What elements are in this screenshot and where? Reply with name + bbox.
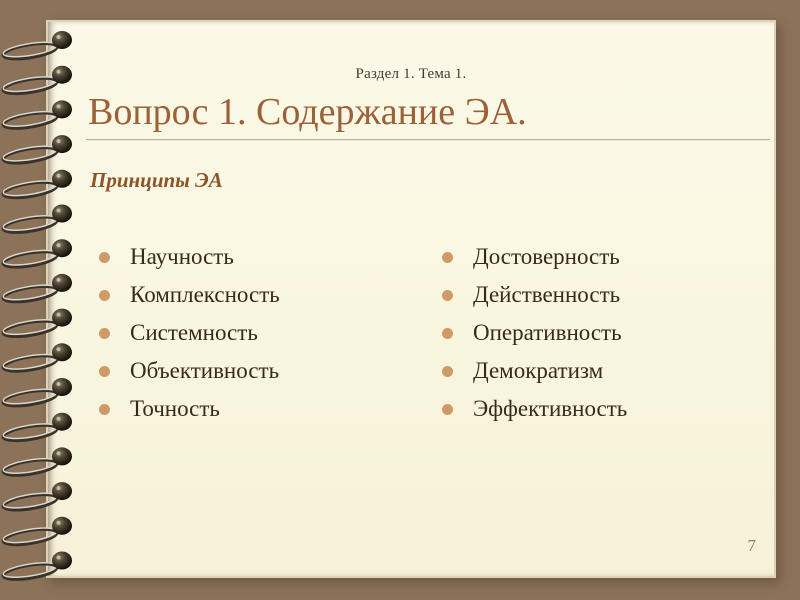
list-item-label: Действенность (473, 282, 621, 307)
list-item (442, 276, 772, 314)
list-item (99, 314, 399, 352)
list-item (99, 238, 399, 276)
list-item-label: Комплексность (130, 282, 280, 307)
list-item (442, 352, 772, 390)
list-item-label: Эффективность (473, 396, 628, 421)
list-item (442, 314, 772, 352)
list-item (99, 390, 399, 428)
bullet-icon (99, 290, 110, 301)
title-divider (86, 139, 770, 141)
page-number: 7 (747, 536, 756, 555)
bullet-icon (99, 366, 110, 377)
list-item (442, 238, 772, 276)
bullet-icon (442, 290, 453, 301)
bullet-icon (442, 404, 453, 415)
list-item (442, 390, 772, 428)
list-item-label: Научность (130, 244, 234, 269)
list-item-label: Оперативность (473, 320, 622, 345)
slide-subtitle: Принципы ЭА (90, 168, 223, 192)
bullet-icon (442, 366, 453, 377)
list-item-label: Демократизм (473, 358, 604, 383)
slide-kicker: Раздел 1. Тема 1. (355, 66, 467, 82)
list-item-label: Системность (130, 320, 258, 345)
bullet-icon (99, 252, 110, 263)
bullet-icon (99, 404, 110, 415)
slide-title: Вопрос 1. Содержание ЭА. (88, 91, 527, 133)
list-item (99, 352, 399, 390)
bullet-icon (442, 252, 453, 263)
bullet-icon (442, 328, 453, 339)
bullet-icon (99, 328, 110, 339)
list-item (99, 276, 399, 314)
list-item-label: Достоверность (473, 244, 620, 269)
bullet-list-right (442, 238, 772, 428)
slide-paper (46, 20, 776, 578)
list-item-label: Точность (130, 396, 220, 421)
bullet-list-left (99, 238, 399, 428)
list-item-label: Объективность (130, 358, 280, 383)
